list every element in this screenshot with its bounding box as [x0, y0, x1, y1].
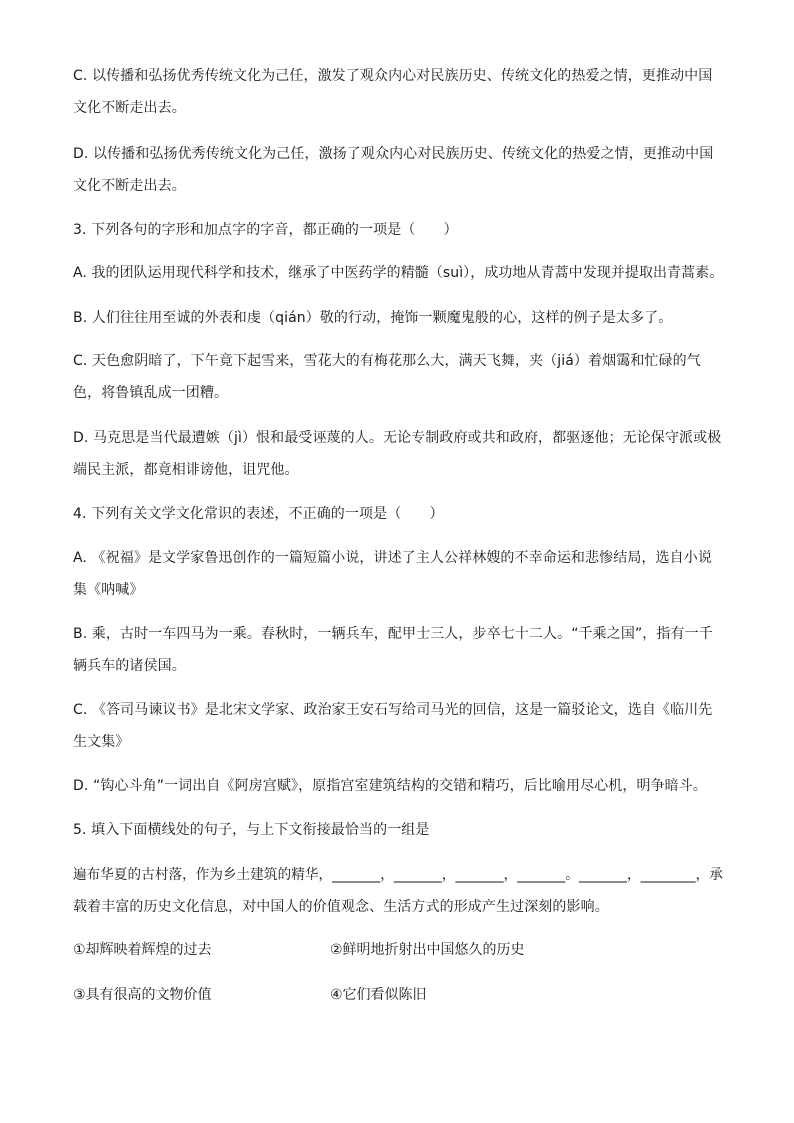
q2-option-c-line1: C. 以传播和弘扬优秀传统文化为己任，激发了观众内心对民族历史、传统文化的热爱之情，更推动中国	[73, 68, 713, 84]
q5-choice-1: ①却辉映着辉煌的过去	[73, 942, 212, 958]
q2-option-d-line1: D. 以传播和弘扬优秀传统文化为己任，激扬了观众内心对民族历史、传统文化的热爱之情，更推动中国	[73, 146, 714, 162]
q5-choice-4: ④它们看似陈旧	[330, 987, 427, 1003]
q4-option-b-line2: 辆兵车的诸侯国。	[73, 658, 186, 674]
q4-option-c-line2: 生文集》	[73, 734, 130, 750]
q4-option-a-line1: A. 《祝福》是文学家鲁迅创作的一篇短篇小说，讲述了主人公祥林嫂的不幸命运和悲惨结局，选自小说	[73, 550, 712, 566]
q5-choice-2: ②鲜明地折射出中国悠久的历史	[330, 942, 525, 958]
q2-option-c-line2: 文化不断走出去。	[73, 100, 186, 116]
q3-option-d-line2: 端民主派，都竟相诽谤他，诅咒他。	[73, 462, 299, 478]
q5-passage-line2: 载着丰富的历史文化信息，对中国人的价值观念、生活方式的形成产生过深刻的影响。	[73, 899, 609, 915]
q4-option-b-line1: B. 乘，古时一车四马为一乘。春秋时，一辆兵车，配甲士三人，步卒七十二人。“千乘之国”，指有一千	[73, 626, 713, 642]
q3-option-d-line1: D. 马克思是当代最遭嫉（jì）恨和最受诬蔑的人。无论专制政府或共和政府，都驱逐他；无论保守派或极	[73, 430, 722, 446]
q3-stem: 3. 下列各句的字形和加点字的字音，都正确的一项是（ ）	[73, 222, 458, 238]
q3-option-c-line2: 色，将鲁镇乱成一团糟。	[73, 385, 229, 401]
q4-option-c-line1: C. 《答司马谏议书》是北宋文学家、政治家王安石写给司马光的回信，这是一篇驳论文，选自《临川先	[73, 702, 713, 718]
q5-stem: 5. 填入下面横线处的句子，与上下文衔接最恰当的一组是	[73, 822, 430, 838]
q3-option-b: B. 人们往往用至诚的外表和虔（qián）敬的行动，掩饰一颗魔鬼般的心，这样的例子是太多了。	[73, 310, 673, 326]
q5-passage-line1: 遍布华夏的古村落，作为乡土建筑的精华，_______，_______，_______，_______。_______，________，承	[73, 867, 723, 883]
q2-option-d-line2: 文化不断走出去。	[73, 178, 186, 194]
q4-stem: 4. 下列有关文学文化常识的表述，不正确的一项是（ ）	[73, 506, 444, 522]
q4-option-a-line2: 集《呐喊》	[73, 582, 144, 598]
q3-option-c-line1: C. 天色愈阴暗了，下午竟下起雪来，雪花大的有梅花那么大，满天飞舞，夹（jiá）着烟霭和忙碌的气	[73, 353, 701, 369]
q4-option-d: D. “钩心斗角”一词出自《阿房宫赋》，原指宫室建筑结构的交错和精巧，后比喻用尽心机，明争暗斗。	[73, 778, 707, 794]
q5-choice-3: ③具有很高的文物价值	[73, 987, 212, 1003]
q3-option-a: A. 我的团队运用现代科学和技术，继承了中医药学的精髓（suì），成功地从青蒿中发现并提取出青蒿素。	[73, 265, 724, 281]
